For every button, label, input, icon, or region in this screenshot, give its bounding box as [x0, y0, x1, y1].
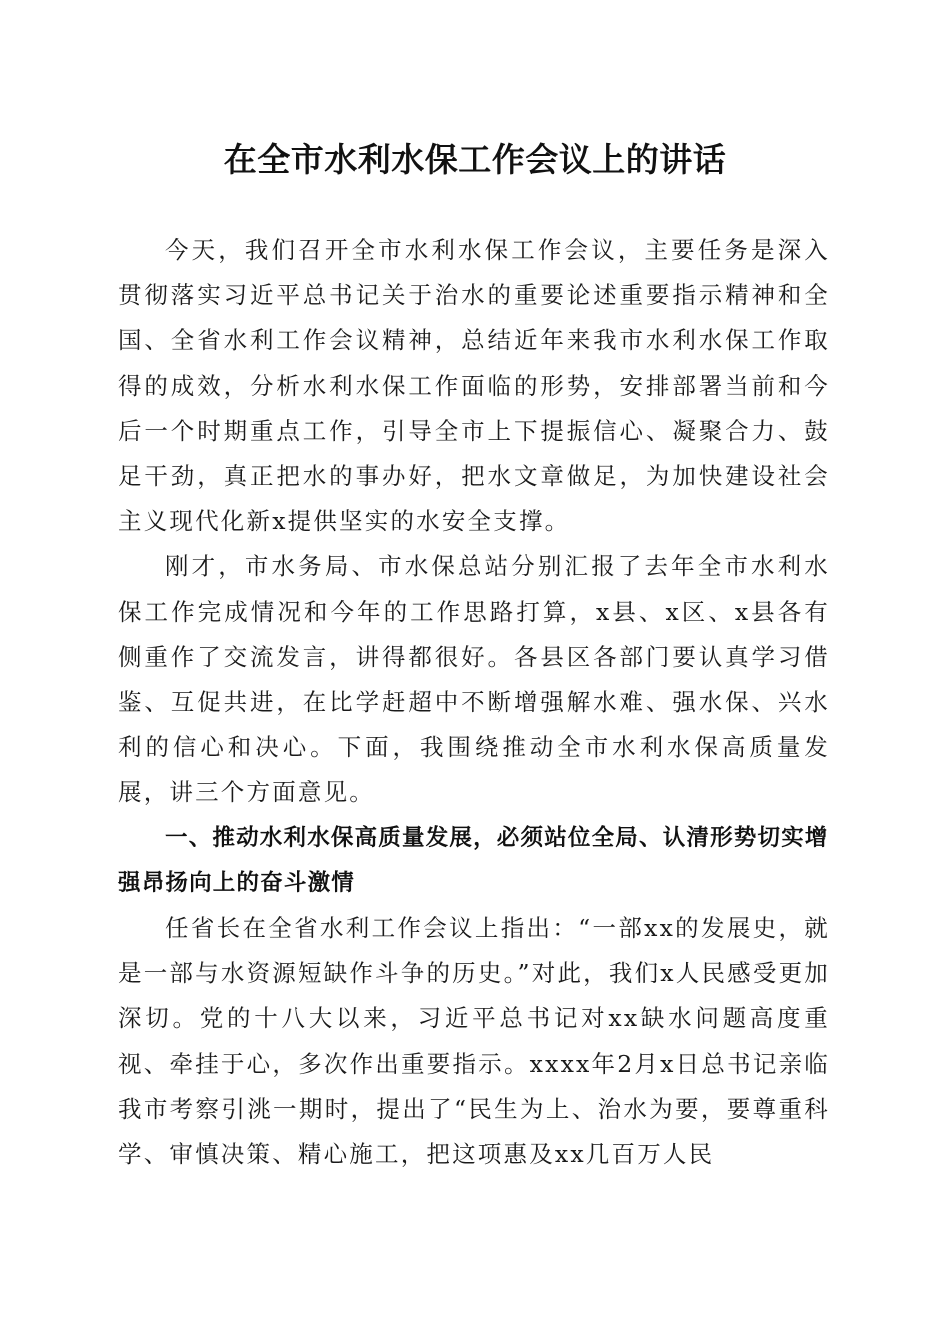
paragraph-section-1: 任省长在全省水利工作会议上指出：“一部xx的发展史，就是一部与水资源短缺作斗争的历史。”对此，我们x人民感受更加深切。党的十八大以来，习近平总书记对xx缺水问题高度重视、牵挂于心，多次作出重要指示。xxxx年2月x日总书记亲临我市考察引洮一期时，提出了“民生为上、治水为要，要尊重科学、审慎决策、精心施工，把这项惠及xx几百万人民 — [118, 914, 830, 1169]
paragraph-opening: 今天，我们召开全市水利水保工作会议，主要任务是深入贯彻落实习近平总书记关于治水的重要论述重要指示精神和全国、全省水利工作会议精神，总结近年来我市水利水保工作取得的成效，分析水利水保工作面临的形势，安排部署当前和今后一个时期重点工作，引导全市上下提振信心、凝聚合力、鼓足干劲，真正把水的事办好，把水文章做足，为加快建设社会主义现代化新x提供坚实的水安全支撑。 — [118, 236, 830, 536]
section-heading-1: 一、推动水利水保高质量发展，必须站位全局、认清形势切实增强昂扬向上的奋斗激情 — [118, 824, 829, 896]
document-title: 在全市水利水保工作会议上的讲话 — [223, 140, 727, 179]
document-body — [118, 228, 830, 1177]
paragraph-reports: 刚才，市水务局、市水保总站分别汇报了去年全市水利水保工作完成情况和今年的工作思路打算，x县、x区、x县各有侧重作了交流发言，讲得都很好。各县区各部门要认真学习借鉴、互促共进，在比学赶超中不断增强解水难、强水保、兴水利的信心和决心。下面，我围绕推动全市水利水保高质量发展，讲三个方面意见。 — [118, 552, 830, 807]
